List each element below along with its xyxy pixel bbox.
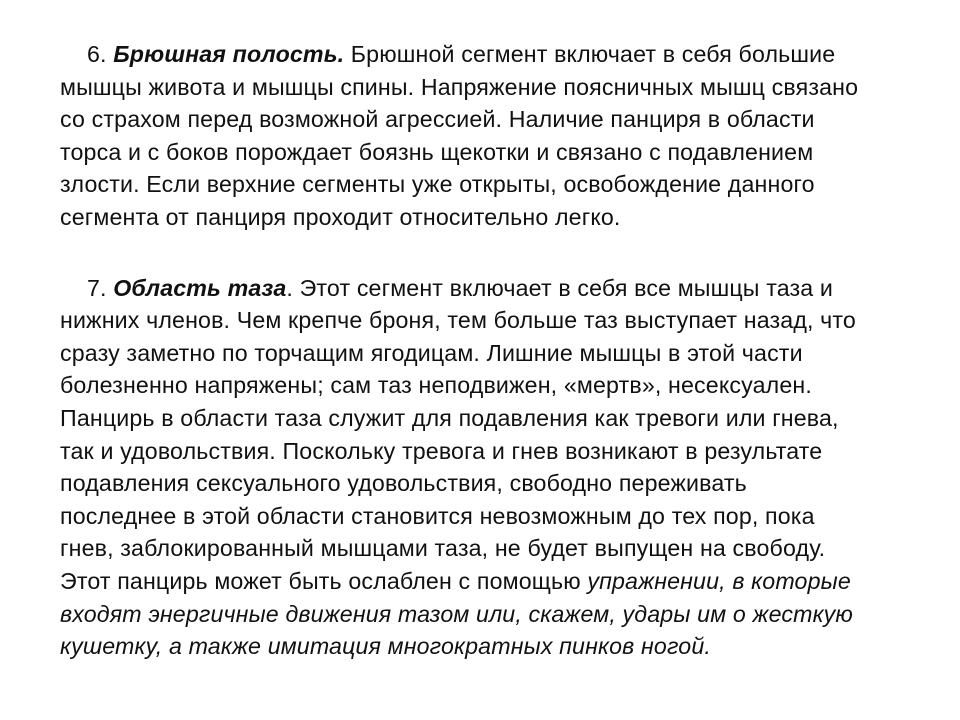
- text-line: подавления сексуального удовольствия, свободно переживать: [60, 470, 747, 497]
- paragraph-abdomen: [60, 38, 920, 234]
- text-line: мышцы живота и мышцы спины. Напряжение поясничных мышц связано: [60, 73, 859, 100]
- text-line: последнее в этой области становится невозможным до тех пор, пока: [60, 502, 815, 529]
- text-line: [60, 38, 920, 71]
- italic-text-run: упражнении, в которые: [587, 567, 851, 594]
- text-line: [60, 272, 920, 305]
- text-line: гнев, заблокированный мышцами таза, не будет выпущен на свободу.: [60, 535, 826, 562]
- text-line: [60, 565, 920, 598]
- text-run: . Этот сегмент включает в себя все мышцы таза и: [286, 274, 834, 301]
- text-run: Брюшной сегмент включает в себя большие: [344, 41, 836, 67]
- text-line: сегмента от панциря проходит относительно легко.: [60, 203, 621, 230]
- text-line: Панцирь в области таза служит для подавления как тревоги или гнева,: [60, 404, 839, 431]
- text-line: торса и с боков порождает боязнь щекотки и связано с подавлением: [60, 138, 814, 165]
- italic-text-line: входят энергичные движения тазом или, скажем, удары им о жесткую: [60, 600, 853, 627]
- text-run: Этот панцирь может быть ослаблен с помощью: [60, 567, 588, 594]
- text-line: сразу заметно по торчащим ягодицам. Лишние мышцы в этой части: [60, 339, 803, 366]
- text-line: нижних членов. Чем крепче броня, тем больше таз выступает назад, что: [60, 307, 856, 334]
- text-line: злости. Если верхние сегменты уже открыты, освобождение данного: [60, 171, 815, 198]
- section-heading: Область таза: [113, 274, 287, 301]
- slide-content: [60, 38, 920, 663]
- section-heading: Брюшная полость.: [113, 41, 345, 67]
- paragraph-pelvis: [60, 272, 920, 663]
- text-line: так и удовольствия. Поскольку тревога и гнев возникают в результате: [60, 437, 823, 464]
- section-number: 7.: [87, 274, 114, 301]
- text-line: болезненно напряжены; сам таз неподвижен, «мертв», несексуален.: [60, 372, 812, 399]
- section-number: 6.: [87, 41, 114, 67]
- italic-text-line: кушетку, а также имитация многократных пинков ногой.: [60, 633, 711, 660]
- text-line: со страхом перед возможной агрессией. Наличие панциря в области: [60, 106, 815, 133]
